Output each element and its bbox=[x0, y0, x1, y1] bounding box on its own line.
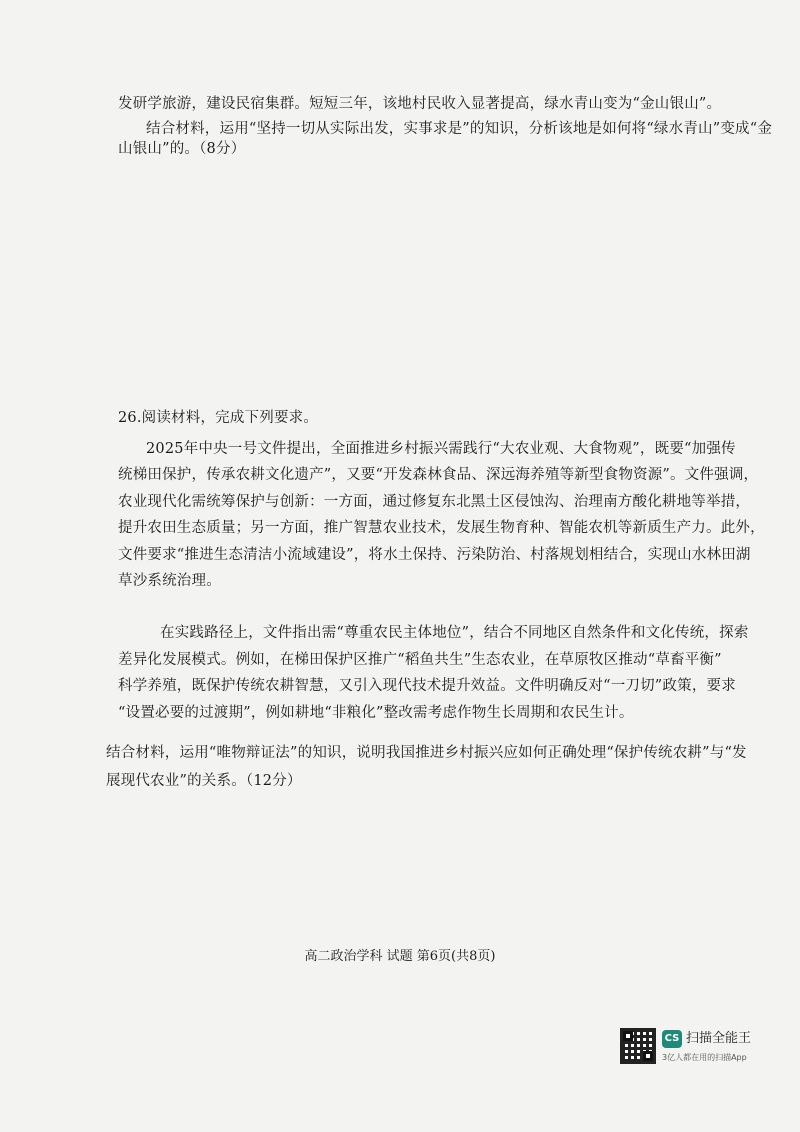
q26-para1-line: 2025年中央一号文件提出，全面推进乡村振兴需践行“大农业观、大食物观”，既要“加强传 bbox=[146, 441, 736, 457]
q26-para1-line: 统梯田保护，传承农耕文化遗产”，又要“开发森林食品、深远海养殖等新型食物资源”。文件强调， bbox=[118, 467, 759, 483]
q26-para1-line: 草沙系统治理。 bbox=[118, 573, 221, 589]
q26-prompt-line-1: 结合材料，运用“唯物辩证法”的知识，说明我国推进乡村振兴应如何正确处理“保护传统农耕”与“发 bbox=[106, 745, 747, 761]
q26-para2-line: 科学养殖，既保护传统农耕智慧，又引入现代技术提升效益。文件明确反对“一刀切”政策，要求 bbox=[118, 678, 736, 694]
q26-para1-line: 农业现代化需统筹保护与创新：一方面，通过修复东北黑土区侵蚀沟、治理南方酸化耕地等举措， bbox=[118, 494, 751, 510]
camscanner-logo-icon: CS bbox=[662, 1030, 682, 1048]
q26-para1-line: 提升农田生态质量；另一方面，推广智慧农业技术，发展生物育种、智能农机等新质生产力。此外， bbox=[118, 520, 765, 536]
q26-para2-line: 在实践路径上，文件指出需“尊重农民主体地位”，结合不同地区自然条件和文化传统，探索 bbox=[160, 625, 749, 641]
q26-prompt-line-2: 展现代农业”的关系。（12分） bbox=[106, 773, 302, 789]
q26-heading: 26.阅读材料，完成下列要求。 bbox=[118, 410, 319, 426]
q26-para2-line: 差异化发展模式。例如，在梯田保护区推广“稻鱼共生”生态农业，在草原牧区推动“草畜平衡” bbox=[118, 652, 722, 668]
scanner-brand-label: 扫描全能王 bbox=[686, 1031, 752, 1046]
q25-prompt-line-1: 结合材料，运用“坚持一切从实际出发，实事求是”的知识，分析该地是如何将“绿水青山”变成“金 bbox=[146, 121, 773, 137]
q26-para2-line: “设置必要的过渡期”，例如耕地“非粮化”整改需考虑作物生长周期和农民生计。 bbox=[118, 705, 634, 721]
q26-para1-line: 文件要求“推进生态清洁小流域建设”，将水土保持、污染防治、村落规划相结合，实现山水林田湖 bbox=[118, 547, 751, 563]
qr-code-icon bbox=[620, 1028, 656, 1064]
scanner-tagline: 3亿人都在用的扫描App bbox=[662, 1053, 747, 1062]
q25-prompt-line-2: 山银山”的。（8分） bbox=[118, 141, 246, 157]
page-footer: 高二政治学科 试题 第6页(共8页) bbox=[304, 949, 496, 964]
material-tail-line: 发研学旅游，建设民宿集群。短短三年，该地村民收入显著提高，绿水青山变为“金山银山”。 bbox=[118, 96, 722, 112]
